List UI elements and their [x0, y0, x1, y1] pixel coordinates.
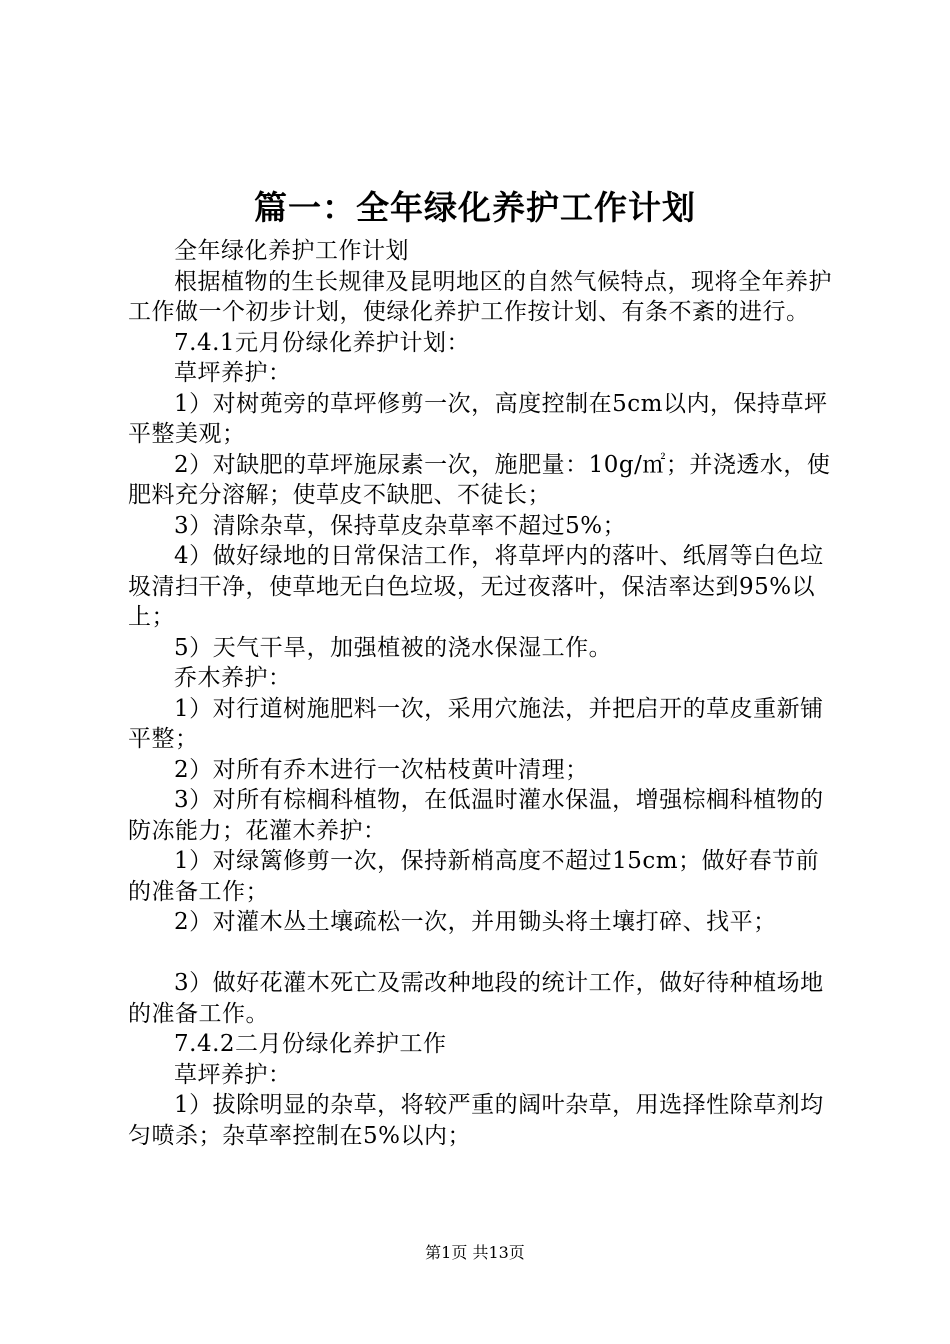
paragraph: 根据植物的生长规律及昆明地区的自然气候特点，现将全年养护工作做一个初步计划，使绿化养护工作按计划、有条不紊的进行。 — [128, 268, 832, 325]
list-item: 3）清除杂草，保持草皮杂草率不超过5%； — [174, 512, 627, 539]
paragraph: 全年绿化养护工作计划 — [174, 238, 409, 264]
list-item: 4）做好绿地的日常保洁工作，将草坪内的落叶、纸屑等白色垃圾清扫干净，使草地无白色垃圾，无过夜落叶，保洁率达到95%以上； — [128, 543, 824, 630]
list-item: 1）拔除明显的杂草，将较严重的阔叶杂草，用选择性除草剂均匀喷杀；杂草率控制在5%以内； — [128, 1092, 824, 1149]
list-item: 3）对所有棕榈科植物，在低温时灌水保温，增强棕榈科植物的防冻能力；花灌木养护： — [128, 787, 824, 844]
list-item: 2）对灌木丛土壤疏松一次，并用锄头将土壤打碎、找平； — [174, 909, 777, 935]
subsection-heading: 草坪养护： — [174, 360, 292, 386]
subsection-heading: 草坪养护： — [174, 1061, 292, 1088]
document-body — [128, 236, 838, 1151]
section-heading: 7.4.2二月份绿化养护工作 — [174, 1031, 447, 1057]
list-item: 1）对树蔸旁的草坪修剪一次，高度控制在5cm以内，保持草坪平整美观； — [128, 390, 828, 447]
document-title: 篇一：全年绿化养护工作计划 — [254, 188, 696, 227]
list-item: 1）对绿篱修剪一次，保持新梢高度不超过15cm；做好春节前的准备工作； — [128, 848, 820, 905]
blank-line — [128, 938, 838, 969]
list-item: 2）对所有乔木进行一次枯枝黄叶清理； — [174, 756, 589, 783]
section-heading: 7.4.1元月份绿化养护计划： — [174, 329, 471, 356]
list-item: 1）对行道树施肥料一次，采用穴施法，并把启开的草皮重新铺平整； — [128, 695, 824, 752]
subsection-heading: 乔木养护： — [174, 665, 292, 691]
list-item: 3）做好花灌木死亡及需改种地段的统计工作，做好待种植场地的准备工作。 — [128, 970, 824, 1027]
page-number-footer: 第1页 共13页 — [425, 1243, 525, 1262]
list-item: 2）对缺肥的草坪施尿素一次，施肥量：10g/㎡；并浇透水，使肥料充分溶解；使草皮不缺肥、不徒长； — [128, 451, 831, 508]
list-item: 5）天气干旱，加强植被的浇水保湿工作。 — [174, 634, 613, 661]
